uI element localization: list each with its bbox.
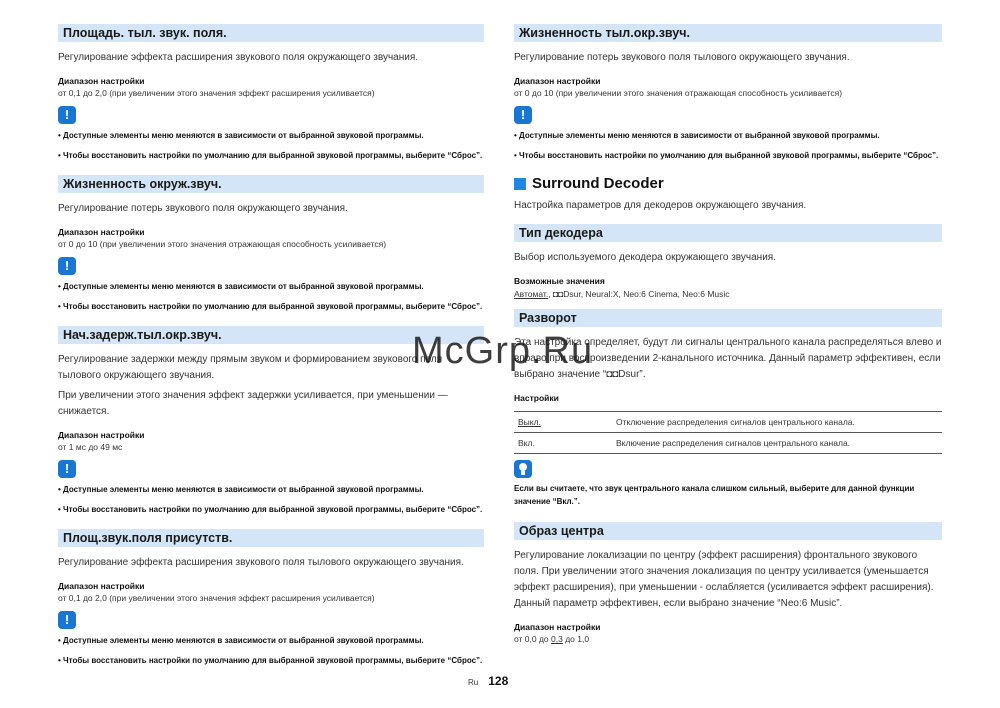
- section-rear-surround-liveness: [514, 24, 942, 161]
- range-suffix: до 1,0: [562, 634, 590, 644]
- values-label: Возможные значения: [514, 276, 605, 286]
- note-exclamation-icon: !: [58, 257, 76, 275]
- note-exclamation-icon: !: [58, 460, 76, 478]
- range-value: от 0 до 10 (при увеличении этого значения отражающая способность усиливается): [58, 239, 387, 249]
- tip-lightbulb-icon: [514, 460, 532, 478]
- range-label: Диапазон настройки: [514, 622, 601, 632]
- section-center-image: [514, 522, 942, 644]
- range-prefix: от 0,0 до: [514, 634, 552, 644]
- section-description: Регулирование локализации по центру (эффект расширения) фронтального звукового поля. При увеличении этого значения локализация по центру усиливается (уменьшается эффект расширения), при уменьшении - ослабляется (усиливается эффект расширения). Данный параметр эффективен, если выбрано значение “Neo:6 Music”.: [514, 550, 934, 609]
- range-label: Диапазон настройки: [58, 76, 145, 86]
- section-description: Регулирование потерь звукового поля окружающего звучания.: [58, 203, 348, 214]
- note-bullet-menu: • Доступные элементы меню меняются в зависимости от выбранной звуковой программы.: [58, 485, 424, 494]
- section-decoder-type: [514, 224, 942, 299]
- setting-value: Отключение распределения сигналов центрального канала.: [612, 412, 942, 433]
- section-description: Выбор используемого декодера окружающего звучания.: [514, 252, 776, 263]
- table-row: [514, 412, 942, 433]
- tip-text: Если вы считаете, что звук центрального канала слишком сильный, выберите для данной функции значение “Вкл.”.: [514, 484, 915, 506]
- note-exclamation-icon: !: [58, 106, 76, 124]
- note-bullet-reset: • Чтобы восстановить настройки по умолчанию для выбранной звуковой программы, выберите “Сброс”.: [514, 151, 939, 160]
- range-value: от 0,1 до 2,0 (при увеличении этого значения эффект расширения усиливается): [58, 88, 375, 98]
- section-description: Регулирование задержки между прямым звуком и формированием звукового поля тылового окружающего звучания.: [58, 354, 443, 381]
- note-bullet-menu: • Доступные элементы меню меняются в зависимости от выбранной звуковой программы.: [58, 282, 424, 291]
- range-label: Диапазон настройки: [58, 581, 145, 591]
- setting-value: Включение распределения сигналов центрального канала.: [612, 433, 942, 454]
- note-exclamation-icon: !: [514, 106, 532, 124]
- setting-key: Вкл.: [514, 433, 612, 454]
- section-title: Разворот: [514, 309, 942, 327]
- section-description: Регулирование потерь звукового поля тылового окружающего звучания.: [514, 52, 850, 63]
- section-presence-sound-field-width: [58, 529, 484, 666]
- page-footer: [468, 674, 508, 688]
- range-value: от 0 до 10 (при увеличении этого значения отражающая способность усиливается): [514, 88, 843, 98]
- other-values: , ◘◘Dsur, Neural:X, Neo:6 Cinema, Neo:6 Music: [548, 289, 730, 299]
- section-surround-liveness: [58, 175, 484, 312]
- setting-key: [514, 412, 612, 433]
- section-description: Эта настройка определяет, будут ли сигналы центрального канала распределяться влево и вправо при воспроизведении 2-канального источника. Данный параметр эффективен, если выбрано значение “◘◘Dsur”.: [514, 337, 942, 380]
- note-bullet-reset: • Чтобы восстановить настройки по умолчанию для выбранной звуковой программы, выберите “Сброс”.: [58, 505, 483, 514]
- range-value: [514, 634, 942, 644]
- range-value: от 0,1 до 2,0 (при увеличении этого значения эффект расширения усиливается): [58, 593, 375, 603]
- section-title: Образ центра: [514, 522, 942, 540]
- watermark: McGrp.Ru: [412, 330, 594, 372]
- note-bullet-reset: • Чтобы восстановить настройки по умолчанию для выбранной звуковой программы, выберите “Сброс”.: [58, 151, 483, 160]
- page-number: 128: [488, 674, 509, 688]
- section-title: Нач.задерж.тыл.окр.звуч.: [58, 326, 484, 344]
- range-label: Диапазон настройки: [58, 430, 145, 440]
- section-title: Площадь. тыл. звук. поля.: [58, 24, 484, 42]
- note-bullet-reset: • Чтобы восстановить настройки по умолчанию для выбранной звуковой программы, выберите “Сброс”.: [58, 302, 483, 311]
- settings-table: [514, 411, 942, 454]
- section-description: Регулирование эффекта расширения звукового поля тылового окружающего звучания.: [58, 557, 464, 568]
- range-default: 0,3: [551, 634, 563, 644]
- note-exclamation-icon: !: [58, 611, 76, 629]
- range-label: Диапазон настройки: [514, 76, 601, 86]
- note-bullet-reset: • Чтобы восстановить настройки по умолчанию для выбранной звуковой программы, выберите “Сброс”.: [58, 656, 483, 665]
- section-title: Площ.звук.поля присутств.: [58, 529, 484, 547]
- note-bullet-menu: • Доступные элементы меню меняются в зависимости от выбранной звуковой программы.: [514, 131, 880, 140]
- heading-title: Surround Decoder: [532, 175, 664, 192]
- section-description: Регулирование эффекта расширения звукового поля окружающего звучания.: [58, 52, 419, 63]
- range-label: Диапазон настройки: [58, 227, 145, 237]
- section-rear-sound-field-width: [58, 24, 484, 161]
- section-description-extra: При увеличении этого значения эффект задержки усиливается, при уменьшении — снижается.: [58, 390, 448, 417]
- section-title: Жизненность тыл.окр.звуч.: [514, 24, 942, 42]
- range-value: от 1 мс до 49 мс: [58, 442, 123, 452]
- default-value: Автомат.: [514, 289, 549, 299]
- section-title: Жизненность окруж.звуч.: [58, 175, 484, 193]
- settings-label: Настройки: [514, 393, 559, 403]
- note-bullet-menu: • Доступные элементы меню меняются в зависимости от выбранной звуковой программы.: [58, 131, 424, 140]
- table-row: [514, 433, 942, 454]
- setting-key-text: Выкл.: [518, 417, 541, 427]
- language-code: Ru: [468, 678, 479, 687]
- surround-decoder-heading: [514, 175, 942, 192]
- note-bullet-menu: • Доступные элементы меню меняются в зависимости от выбранной звуковой программы.: [58, 636, 424, 645]
- values-list: [514, 289, 942, 299]
- surround-decoder-description: Настройка параметров для декодеров окружающего звучания.: [514, 200, 807, 211]
- heading-square-icon: [514, 178, 526, 190]
- section-title: Тип декодера: [514, 224, 942, 242]
